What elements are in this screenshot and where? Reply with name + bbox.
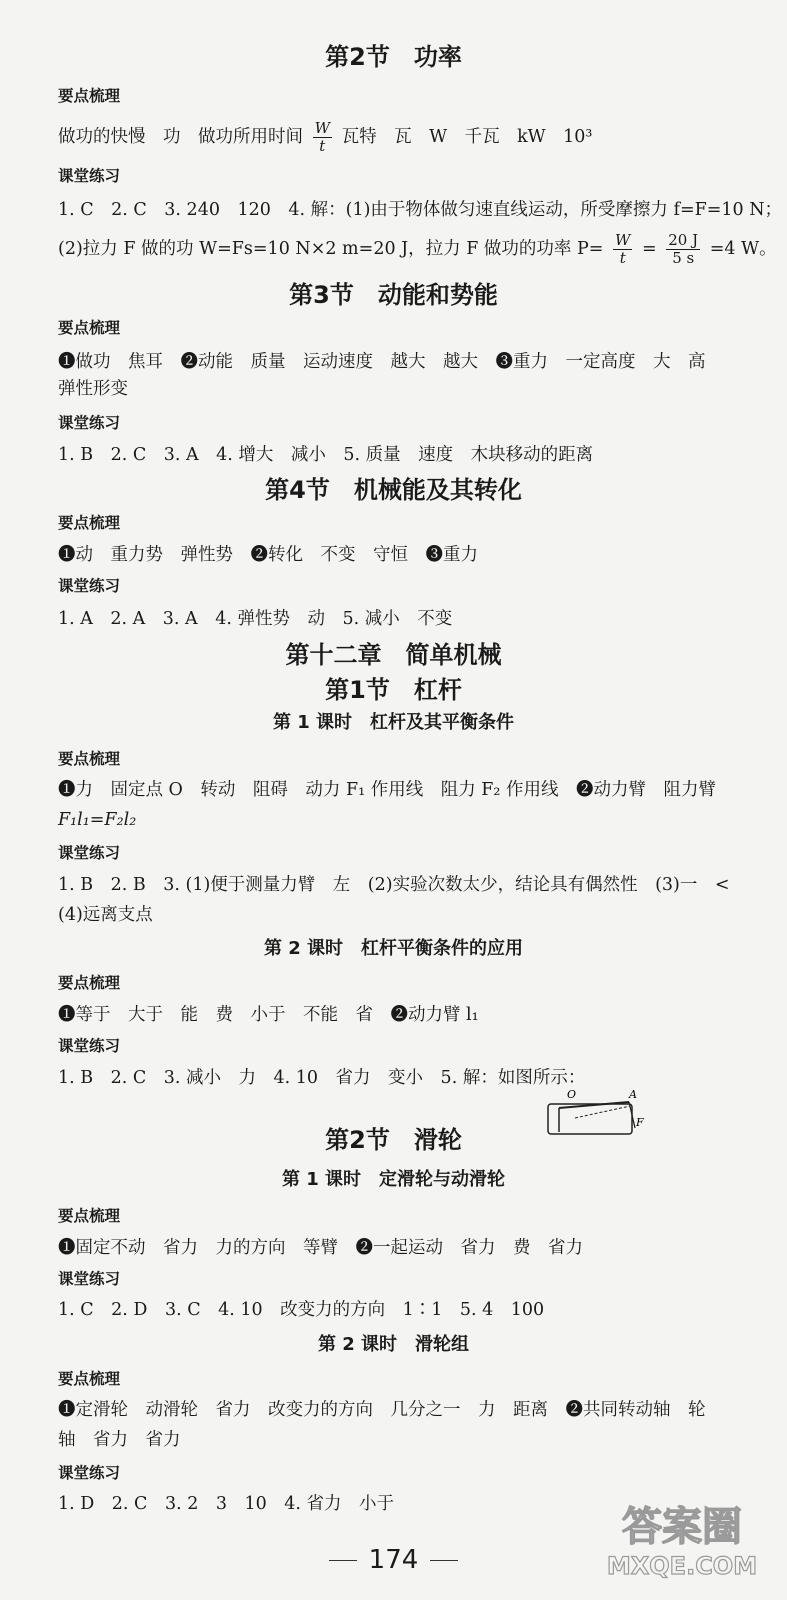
watermark-bottom-text: MXQE.COM [606, 1552, 758, 1580]
lesson-title: 第 1 课时 杠杆及其平衡条件 [272, 712, 515, 733]
answer-text: 瓦特 瓦 W 千瓦 kW 10³ [341, 127, 593, 147]
key-points-label: 要点梳理 [58, 974, 121, 992]
exercise-label: 课堂练习 [58, 844, 121, 862]
lesson-title: 第 2 课时 滑轮组 [317, 1334, 470, 1355]
force-f-label: F [636, 1116, 644, 1129]
exercise-answer: 1. D 2. C 3. 2 3 10 4. 省力 小于 [58, 1494, 394, 1514]
exercise-answer: 1. C 2. D 3. C 4. 10 改变力的方向 1∶1 5. 4 100 [58, 1300, 545, 1320]
fraction-denominator: t [619, 249, 626, 267]
key-points-label: 要点梳理 [58, 1370, 121, 1388]
watermark-top-text: 答案圈 [622, 1504, 742, 1550]
exercise-answer: (4)远离支点 [58, 905, 153, 925]
fraction-denominator: 5 s [672, 249, 695, 267]
section-title-power: 第2节 功率 [325, 43, 462, 71]
key-points-answer [58, 120, 767, 155]
exercise-label: 课堂练习 [58, 1270, 121, 1288]
section-title-energy: 第3节 动能和势能 [289, 281, 498, 309]
fraction [666, 232, 700, 267]
exercise-answer: 1. B 2. C 3. A 4. 增大 减小 5. 质量 速度 木块移动的距离 [58, 445, 594, 465]
key-points-answer: ❶做功 焦耳 ❷动能 质量 运动速度 越大 越大 ❸重力 一定高度 大 高 [58, 352, 706, 372]
key-points-label: 要点梳理 [58, 87, 121, 105]
lesson-title: 第 2 课时 杠杆平衡条件的应用 [263, 938, 524, 959]
point-a-label: A [629, 1088, 637, 1101]
fraction-numerator: W [314, 119, 330, 137]
lesson-title: 第 1 课时 定滑轮与动滑轮 [281, 1169, 506, 1190]
fraction-denominator: t [319, 137, 326, 155]
exercise-label: 课堂练习 [58, 577, 121, 595]
dash-left [329, 1560, 357, 1561]
answer-text: 做功的快慢 功 做功所用时间 [58, 127, 303, 147]
answer-text: (2)拉力 F 做的功 W=Fs=10 N×2 m=20 J，拉力 F 做功的功率 P= [58, 239, 604, 259]
fraction-numerator: 20 J [668, 231, 699, 249]
key-points-answer: ❶固定不动 省力 力的方向 等臂 ❷一起运动 省力 费 省力 [58, 1238, 583, 1258]
section-title-pulley: 第2节 滑轮 [325, 1126, 462, 1154]
exercise-label: 课堂练习 [58, 167, 121, 185]
key-points-label: 要点梳理 [58, 514, 121, 532]
exercise-answer: 1. B 2. B 3. (1)便于测量力臂 左 (2)实验次数太少，结论具有偶然性 (3)一 < [58, 875, 730, 895]
force-arm-line [575, 1106, 630, 1118]
watermark-logo [597, 1490, 767, 1585]
exercise-answer: 1. A 2. A 3. A 4. 弹性势 动 5. 减小 不变 [58, 609, 453, 629]
exercise-answer [58, 231, 777, 267]
exercise-label: 课堂练习 [58, 414, 121, 432]
fraction-numerator: W [615, 231, 631, 249]
key-points-label: 要点梳理 [58, 319, 121, 337]
section-title-lever: 第1节 杠杆 [325, 676, 462, 704]
key-points-label: 要点梳理 [58, 750, 121, 768]
chapter-title: 第十二章 简单机械 [285, 641, 502, 669]
point-o-label: O [567, 1088, 577, 1101]
exercise-label: 课堂练习 [58, 1037, 121, 1055]
answer-text: = [642, 239, 657, 259]
exercise-answer: 1. B 2. C 3. 减小 力 4. 10 省力 变小 5. 解：如图所示： [58, 1068, 586, 1088]
key-points-answer: 轴 省力 省力 [58, 1430, 181, 1450]
exercise-answer: 1. C 2. C 3. 240 120 4. 解：(1)由于物体做匀速直线运动，所受摩擦力 f=F=10 N； [58, 200, 783, 220]
key-points-answer: F₁l₁=F₂l₂ [58, 810, 137, 830]
key-points-answer: ❶定滑轮 动滑轮 省力 改变力的方向 几分之一 力 距离 ❷共同转动轴 轮 [58, 1400, 706, 1420]
exercise-label: 课堂练习 [58, 1464, 121, 1482]
key-points-answer: ❶动 重力势 弹性势 ❷转化 不变 守恒 ❸重力 [58, 545, 478, 565]
answer-text: =4 W。 [709, 239, 777, 259]
section-title-mechanical-energy: 第4节 机械能及其转化 [265, 476, 522, 504]
lever-arm [559, 1102, 629, 1108]
fraction [313, 120, 332, 155]
dash-right [430, 1560, 458, 1561]
key-points-answer: ❶力 固定点 O 转动 阻碍 动力 F₁ 作用线 阻力 F₂ 作用线 ❷动力臂 阻力臂 [58, 780, 716, 800]
key-points-label: 要点梳理 [58, 1207, 121, 1225]
page-number-text: 174 [368, 1545, 419, 1575]
key-points-answer: ❶等于 大于 能 费 小于 不能 省 ❷动力臂 l₁ [58, 1005, 479, 1025]
key-points-answer: 弹性形变 [58, 379, 128, 399]
fraction [613, 232, 632, 267]
